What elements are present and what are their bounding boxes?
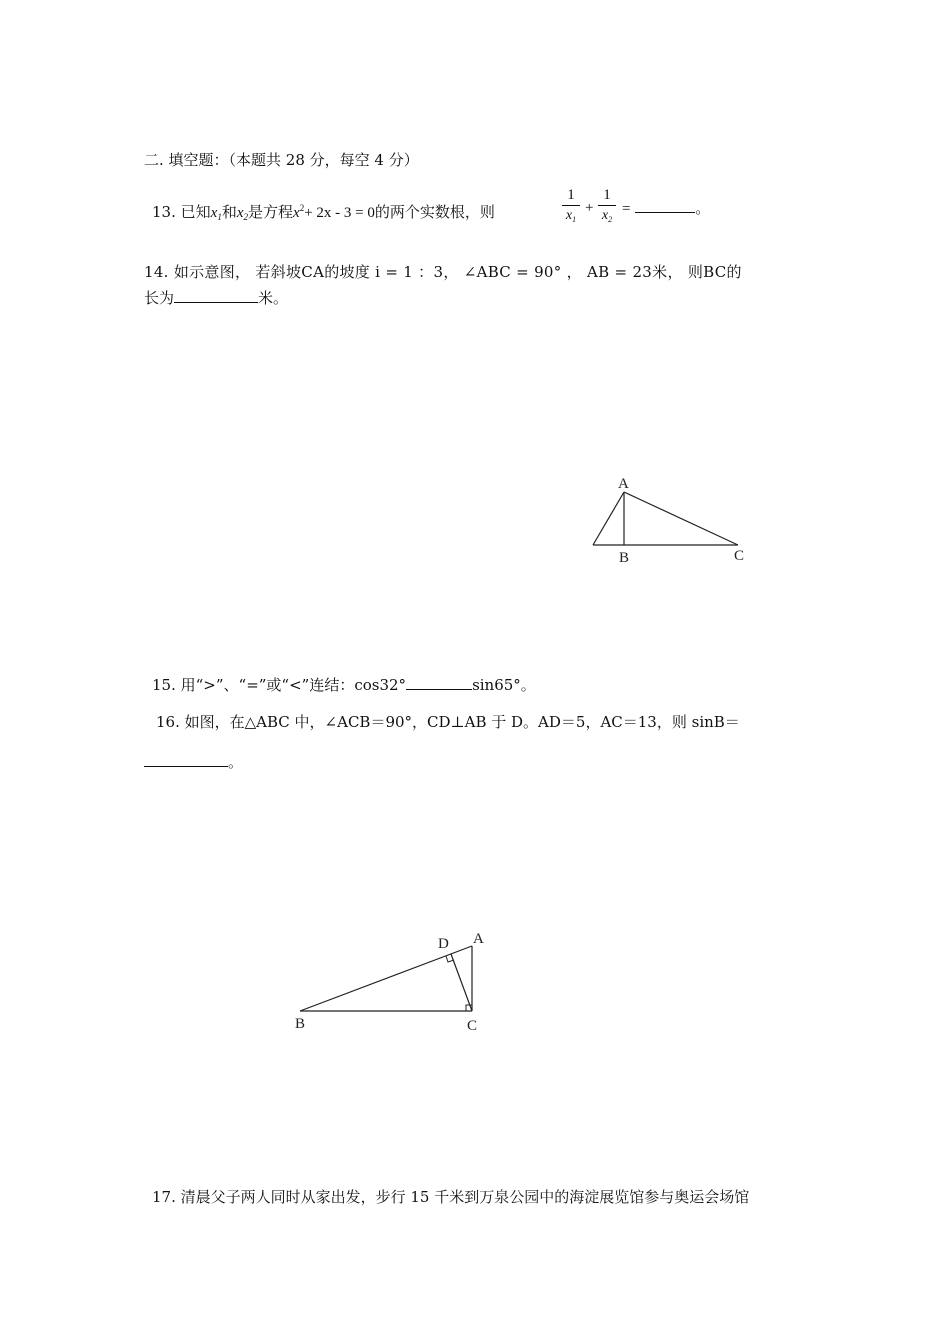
question-16-line-1: 16. 如图，在△ABC 中，∠ACB＝90°，CD⊥AB 于 D。AD＝5，AC＝13，则 sinB＝ bbox=[156, 713, 740, 731]
q13-frac1-bar bbox=[562, 205, 580, 206]
q15-text-post: sin65°。 bbox=[472, 676, 536, 694]
q14-text-pre: 长为 bbox=[144, 289, 175, 307]
question-17: 17. 清晨父子两人同时从家出发，步行 15 千米到万泉公园中的海淀展览馆参与奥运会场馆 bbox=[152, 1188, 750, 1206]
label-d: D bbox=[438, 936, 449, 952]
q14-answer-blank[interactable] bbox=[174, 288, 258, 303]
q15-answer-blank[interactable] bbox=[406, 675, 472, 690]
q13-answer-blank[interactable] bbox=[635, 198, 695, 213]
q13-sub-1: 1 bbox=[217, 212, 222, 222]
q13-equals: = bbox=[622, 201, 631, 217]
label-a: A bbox=[473, 931, 484, 947]
q13-frac1-numerator: 1 bbox=[567, 187, 575, 203]
label-c: C bbox=[467, 1018, 478, 1034]
q13-fraction-1 bbox=[562, 186, 580, 229]
line-cd bbox=[451, 954, 472, 1011]
label-a: A bbox=[618, 476, 629, 492]
q13-frac2-denominator: $x_2$ bbox=[601, 208, 613, 224]
q13-eq-x: x bbox=[293, 205, 300, 221]
line-ca bbox=[624, 492, 738, 545]
q13-plus: + bbox=[585, 200, 594, 216]
line-ab bbox=[300, 946, 472, 1011]
q13-text-1: 已知 bbox=[180, 203, 211, 221]
q14-text-post: 米。 bbox=[258, 289, 289, 307]
q13-and: 和 bbox=[221, 203, 237, 221]
q15-text-pre: 15. 用“>”、“=”或“<”连结：cos32° bbox=[152, 676, 407, 694]
line-left-slope bbox=[593, 492, 624, 545]
q13-equation: + 2x - 3 = 0 bbox=[304, 205, 375, 221]
slope-triangle-figure bbox=[580, 470, 760, 570]
question-15 bbox=[152, 675, 536, 695]
q13-power: 2 bbox=[299, 203, 305, 213]
q13-answer bbox=[622, 198, 710, 219]
q13-fraction-2 bbox=[598, 186, 616, 229]
q13-sub-2: 2 bbox=[243, 212, 249, 222]
label-b: B bbox=[295, 1016, 306, 1032]
q16-answer-blank[interactable] bbox=[144, 752, 228, 767]
q16-text-post: 。 bbox=[228, 753, 244, 771]
question-13 bbox=[152, 198, 495, 227]
question-14-line-2 bbox=[144, 288, 288, 308]
q13-var-x2: x bbox=[236, 205, 244, 221]
q13-text-2: 是方程 bbox=[248, 203, 294, 221]
q13-text-3: 的两个实数根，则 bbox=[374, 203, 495, 221]
q13-frac2-bar bbox=[598, 205, 616, 206]
right-triangle-figure bbox=[290, 928, 500, 1038]
q13-frac2-numerator: 1 bbox=[603, 187, 611, 203]
q13-var-x1: x bbox=[210, 205, 218, 221]
label-c: C bbox=[734, 548, 745, 564]
q13-frac1-denominator: $x_1$ bbox=[565, 208, 577, 224]
q13-number: 13. bbox=[152, 203, 176, 221]
label-b: B bbox=[619, 550, 630, 566]
question-14-line-1: 14. 如示意图， 若斜坡CA的坡度 i = 1 ：3， ∠ABC = 90° ， AB = 23米， 则BC的 bbox=[144, 263, 742, 281]
question-16-line-2 bbox=[144, 752, 243, 772]
section-heading: 二. 填空题：（本题共 28 分，每空 4 分） bbox=[144, 151, 419, 169]
q13-end: 。 bbox=[695, 199, 711, 217]
